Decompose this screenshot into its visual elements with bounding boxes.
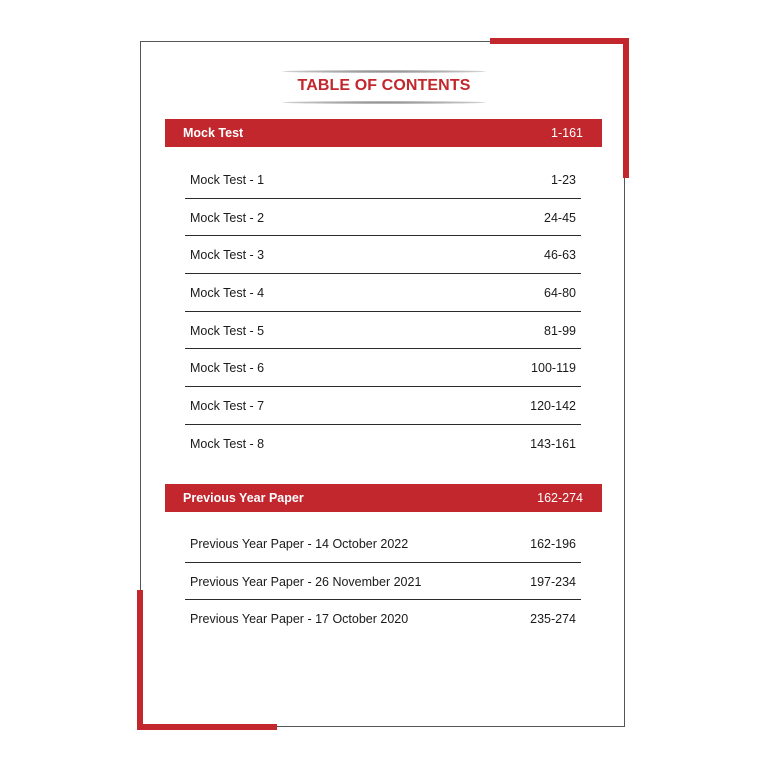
list-item[interactable] <box>185 600 581 638</box>
section-label: Mock Test <box>183 126 244 140</box>
title-divider-top <box>282 70 486 73</box>
list-item[interactable] <box>185 563 581 601</box>
entry-pages: 235-274 <box>530 612 576 627</box>
entry-label: Previous Year Paper - 26 November 2021 <box>190 574 422 589</box>
section-pages: 1-161 <box>551 126 583 140</box>
section-header-mock-test[interactable] <box>165 119 602 147</box>
entry-label: Previous Year Paper - 17 October 2020 <box>190 612 409 627</box>
list-item[interactable] <box>185 161 581 199</box>
section-label: Previous Year Paper <box>183 491 304 505</box>
list-item[interactable] <box>185 274 581 312</box>
corner-accent-bottom-left <box>137 590 143 730</box>
title-divider-bottom <box>282 101 486 104</box>
entry-pages: 46-63 <box>544 248 576 263</box>
entry-label: Mock Test - 2 <box>190 210 265 225</box>
entry-pages: 197-234 <box>530 574 576 589</box>
list-item[interactable] <box>185 199 581 237</box>
entry-pages: 120-142 <box>530 399 576 414</box>
previous-year-paper-list <box>185 525 581 638</box>
corner-accent-bottom-left-horizontal <box>137 724 277 730</box>
entry-label: Previous Year Paper - 14 October 2022 <box>190 537 409 551</box>
section-header-previous-year-paper[interactable] <box>165 484 602 512</box>
title-block <box>282 70 486 104</box>
corner-accent-top-right-vertical <box>623 38 629 178</box>
entry-pages: 162-196 <box>530 537 576 551</box>
entry-pages: 24-45 <box>544 210 576 225</box>
corner-accent-top-right <box>490 38 629 44</box>
entry-pages: 81-99 <box>544 323 576 338</box>
entry-label: Mock Test - 3 <box>190 248 265 263</box>
list-item[interactable] <box>185 349 581 387</box>
list-item[interactable] <box>185 387 581 425</box>
list-item[interactable] <box>185 425 581 463</box>
entry-label: Mock Test - 7 <box>190 399 265 414</box>
page-title: TABLE OF CONTENTS <box>297 77 471 94</box>
entry-label: Mock Test - 8 <box>190 436 265 451</box>
entry-label: Mock Test - 5 <box>190 323 265 338</box>
entry-pages: 1-23 <box>550 173 576 187</box>
list-item[interactable] <box>185 312 581 350</box>
list-item[interactable] <box>185 236 581 274</box>
section-pages: 162-274 <box>537 491 583 505</box>
entry-pages: 143-161 <box>530 436 576 451</box>
entry-label: Mock Test - 6 <box>190 361 265 376</box>
entry-pages: 64-80 <box>544 286 576 301</box>
entry-label: Mock Test - 4 <box>190 286 265 301</box>
entry-label: Mock Test - 1 <box>190 173 265 187</box>
mock-test-list <box>185 161 581 463</box>
entry-pages: 100-119 <box>531 361 576 376</box>
list-item[interactable] <box>185 525 581 563</box>
